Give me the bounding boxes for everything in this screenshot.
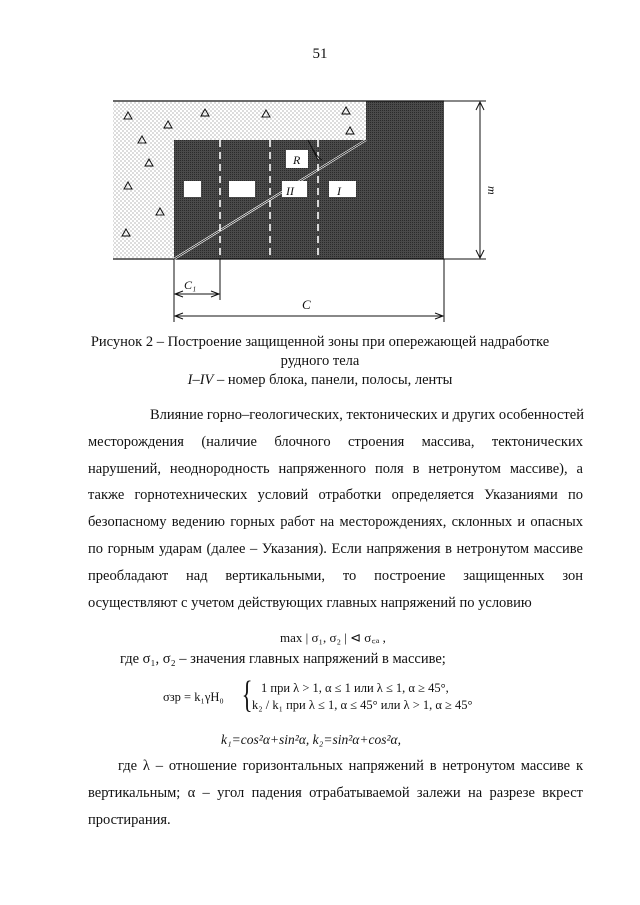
page-number: 51	[312, 46, 328, 62]
paragraph-line: осуществляют с учетом действующих главных напряжений по условию	[88, 594, 532, 611]
brace: {	[241, 674, 253, 716]
label-r: R	[293, 153, 301, 167]
paragraph-3	[88, 753, 583, 833]
formula-k-coefficients: k₁=cos²α+sin²α, k₂=sin²α+cos²α,	[221, 732, 401, 747]
figure-caption-line2: рудного тела	[280, 353, 360, 369]
formula-lhs: σзр = k₁γH₀	[163, 690, 224, 704]
paragraph-2: где σ₁, σ₂ – значения главных напряжений в массиве;	[120, 651, 446, 667]
ore-body-right	[366, 101, 444, 259]
label-ii: II	[286, 184, 294, 198]
paragraph-line: вертикальным; α – угол падения отрабатываемой залежи на разрезе вкрест	[88, 784, 583, 801]
formula-max-condition: max | σ₁, σ₂ | ⊲ σ꜀ₐ ,	[280, 630, 386, 645]
paragraph-1	[88, 402, 583, 616]
label-c1: C₁	[184, 278, 197, 292]
protected-zone-figure	[0, 0, 640, 330]
label-c: C	[302, 297, 311, 312]
paragraph-line: Влияние горно–геологических, тектонических и других особенностей	[150, 407, 584, 423]
paragraph-line: также горнотехнических условий отработки определяется Указаниями по	[88, 487, 583, 504]
formula-case-2: k₂ / k₁ при λ ≤ 1, α ≤ 45° или λ > 1, α ≥ 45°	[252, 698, 473, 712]
paragraph-line: где λ – отношение горизонтальных напряжений в нетронутом массиве к	[118, 758, 583, 774]
formula-case-1: 1 при λ > 1, α ≤ 1 или λ ≤ 1, α ≥ 45°,	[261, 681, 449, 695]
figure-caption-line3	[60, 371, 580, 390]
paragraph-line: по горным ударам (далее – Указания). Если напряжения в нетронутом массиве	[88, 540, 583, 557]
formula-sigma-zr	[163, 674, 503, 718]
label-m: m	[485, 186, 499, 195]
paragraph-line: месторождения (наличие блочного строения массива, тектонических	[88, 433, 583, 450]
paragraph-line: простирания.	[88, 811, 171, 828]
label-i: I	[337, 184, 341, 198]
paragraph-line: преобладают над вертикальными, то построение защищенных зон	[88, 567, 583, 584]
paragraph-line: безопасному ведению горных работ на месторождениях, склонных и опасных	[88, 514, 583, 531]
paragraph-line: нарушений, неоднородность напряженного поля в нетронутом массиве), а	[88, 460, 583, 477]
figure-caption-line1: Рисунок 2 – Построение защищенной зоны при опережающей надработке	[90, 334, 550, 350]
caption-italic: I–IV	[187, 372, 214, 388]
caption-rest: – номер блока, панели, полосы, ленты	[213, 372, 453, 388]
